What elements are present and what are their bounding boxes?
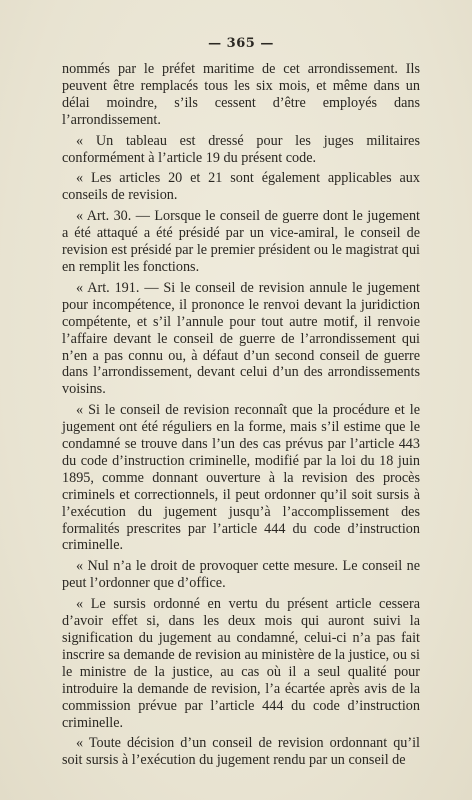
paragraph-9: « Toute décision d’un conseil de revision ordonnant qu’il soit sursis à l’exécution du jugement rendu par un conseil de	[62, 735, 420, 769]
paragraph-6: « Si le conseil de revision reconnaît que la procédure et le jugement ont été réguliers en la forme, mais s’il estime que le condamné se trouve dans l’un des cas prévus par l’article 443 du code d’instruction criminelle, modifié par la loi du 18 juin 1895, comme donnant ouverture à la revision des procès criminels et correctionnels, il peut ordonner qu’il soit sursis à l’exécution du jugement jusqu’à l’accomplissement des formalités prescrites par l’article 444 du code d’instruction criminelle.	[62, 402, 420, 554]
paragraph-1: nommés par le préfet maritime de cet arrondissement. Ils peuvent être remplacés tous les six mois, et même dans un délai moindre, s’ils cessent d’être employés dans l’arrondissement.	[62, 61, 420, 128]
body-text	[62, 61, 420, 769]
paragraph-2: « Un tableau est dressé pour les juges militaires conformément à l’article 19 du présent code.	[62, 132, 420, 166]
paragraph-5: « Art. 191. — Si le conseil de revision annule le jugement pour incompétence, il prononce le renvoi devant la juridiction compétente, et s’il l’annule pour tout autre motif, il renvoie l’affaire devant le conseil de guerre de l’arrondissement qui n’en a pas connu ou, à défaut d’un second conseil de guerre dans l’arrondissement, devant celui d’un des arrondissements voisins.	[62, 279, 420, 398]
paragraph-4: « Art. 30. — Lorsque le conseil de guerre dont le jugement a été attaqué a été présidé par un vice-amiral, le conseil de revision est présidé par le premier président ou le magistrat qui en remplit les fonctions.	[62, 208, 420, 275]
paragraph-7: « Nul n’a le droit de provoquer cette mesure. Le conseil ne peut l’ordonner que d’office.	[62, 558, 420, 592]
paragraph-8: « Le sursis ordonné en vertu du présent article cessera d’avoir effet si, dans les deux mois qui auront suivi la signification du jugement au condamné, celui-ci n’a pas fait inscrire sa demande de revision au ministère de la justice, ou si le ministre de la justice, au cas où il a seul qualité pour introduire la demande de revision, l’a écartée après avis de la commission prévue par l’article 444 du code d’instruction criminelle.	[62, 596, 420, 731]
paragraph-3: « Les articles 20 et 21 sont également applicables aux conseils de revision.	[62, 170, 420, 204]
page-number: — 365 —	[208, 36, 274, 51]
